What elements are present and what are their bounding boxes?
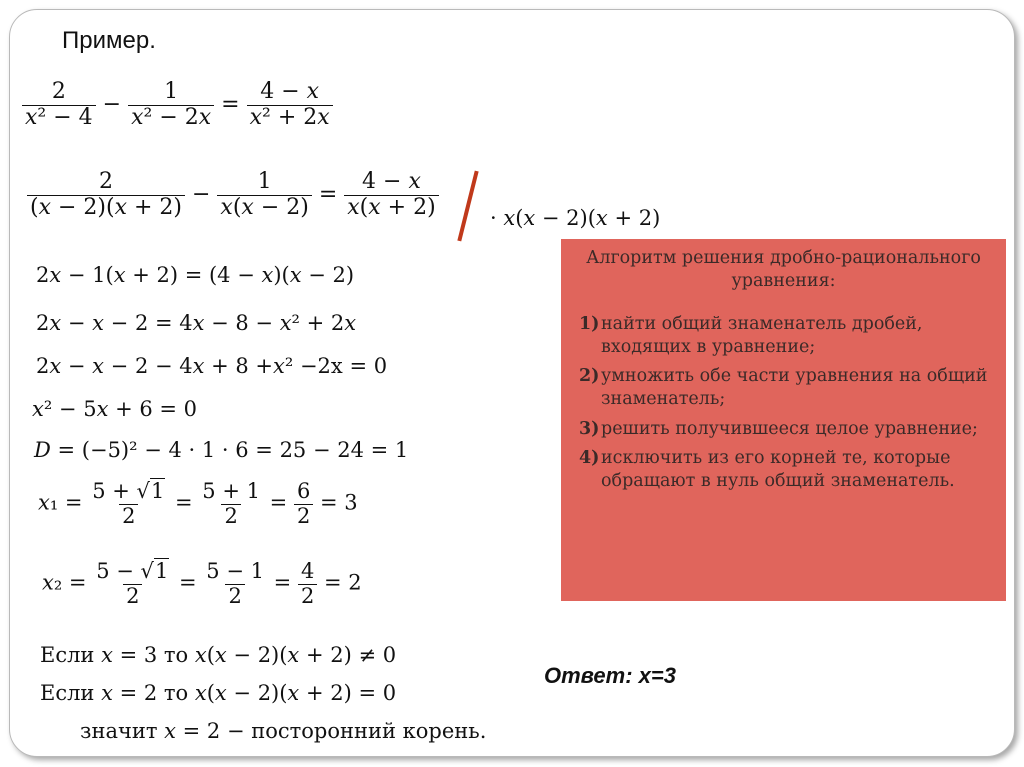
- step-number: 4): [579, 447, 600, 468]
- fraction: $\frac{1}{\text{𝑥(𝑥 − 2)}}$: [217, 170, 311, 220]
- algorithm-step: [579, 447, 988, 493]
- fraction: $\frac{4}{2}$: [298, 560, 317, 608]
- algorithm-title: Алгоритм решения дробно-рационального уравнения:: [586, 248, 981, 292]
- fraction: $\frac{\text{4 − 𝑥}}{\text{𝑥² + 2𝑥}}$: [247, 80, 333, 130]
- algorithm-box: [561, 239, 1006, 601]
- algorithm-step: [579, 418, 988, 441]
- multiplier: · 𝑥(𝑥 − 2)(𝑥 + 2): [490, 206, 661, 230]
- fraction: $\frac{5 + √1}{2}$: [92, 479, 165, 528]
- fraction: $\frac{1}{\text{𝑥² − 2𝑥}}$: [128, 80, 214, 130]
- fraction: $\frac{6}{2}$: [294, 480, 313, 528]
- step-number: 1): [579, 314, 600, 335]
- step-line-2: 2𝑥 − 𝑥 − 2 = 4𝑥 − 8 − 𝑥² + 2𝑥: [36, 311, 357, 335]
- sqrt-symbol: √1: [136, 479, 165, 503]
- slide-title: Пример.: [62, 27, 156, 54]
- conclusion-line: значит 𝑥 = 2 − посторонний корень.: [80, 719, 487, 743]
- algorithm-step: [579, 313, 988, 359]
- fraction: $\frac{5 - 1}{2}$: [206, 559, 264, 608]
- sqrt-symbol: √1: [140, 559, 169, 583]
- step-line-3: 2𝑥 − 𝑥 − 2 − 4𝑥 + 8 +𝑥² −2x = 0: [36, 354, 388, 378]
- check-line-2: Если 𝑥 = 2 то 𝑥(𝑥 − 2)(𝑥 + 2) = 0: [40, 681, 397, 705]
- step-number: 3): [579, 418, 600, 439]
- fraction: $\frac{5 - √1}{2}$: [96, 559, 169, 608]
- fraction: $\frac{\text{4 − 𝑥}}{\text{𝑥(𝑥 + 2)}}$: [344, 170, 438, 220]
- step-text: решить получившееся целое уравнение;: [601, 418, 978, 439]
- algorithm-step: [579, 365, 988, 411]
- root-x1: 𝑥₁ = $\frac{5 + √1}{2}$ = $\frac{5 + 1}{2}$ = $\frac{6}{2}$ = 3: [38, 479, 358, 528]
- step-text: исключить из его корней те, которые обращают в нуль общий знаменатель.: [601, 447, 955, 491]
- root-x2: 𝑥₂ = $\frac{5 - √1}{2}$ = $\frac{5 - 1}{2}$ = $\frac{4}{2}$ = 2: [42, 559, 362, 608]
- check-line-1: Если 𝑥 = 3 то 𝑥(𝑥 − 2)(𝑥 + 2) ≠ 0: [40, 643, 397, 667]
- answer-text: Ответ: x=3: [544, 663, 676, 688]
- fraction: $\frac{2}{\text{𝑥² − 4}}$: [22, 80, 96, 130]
- step-line-1: 2𝑥 − 1(𝑥 + 2) = (4 − 𝑥)(𝑥 − 2): [36, 263, 355, 287]
- fraction: $\frac{5 + 1}{2}$: [202, 479, 260, 528]
- fraction: $\frac{2}{\text{(𝑥 − 2)(𝑥 + 2)}}$: [27, 170, 185, 220]
- step-line-4: 𝑥² − 5𝑥 + 6 = 0: [32, 397, 198, 421]
- step-line-5: 𝐷 = (−5)² − 4 · 1 · 6 = 25 − 24 = 1: [34, 438, 409, 462]
- original-equation: $\frac{2}{\text{𝑥² − 4}}$ − $\frac{1}{\text{𝑥² − 2𝑥}}$ = $\frac{\text{4 − 𝑥}}{\text{𝑥² + 2𝑥}}$: [22, 80, 333, 130]
- step-text: найти общий знаменатель дробей, входящих в уравнение;: [601, 314, 923, 358]
- step-text: умножить обе части уравнения на общий знаменатель;: [601, 366, 988, 410]
- step-number: 2): [579, 366, 600, 387]
- factored-equation: $\frac{2}{\text{(𝑥 − 2)(𝑥 + 2)}}$ − $\frac{1}{\text{𝑥(𝑥 − 2)}}$ = $\frac{\text{4 − 𝑥}}{\text{𝑥(𝑥 + 2)}}$: [27, 170, 439, 220]
